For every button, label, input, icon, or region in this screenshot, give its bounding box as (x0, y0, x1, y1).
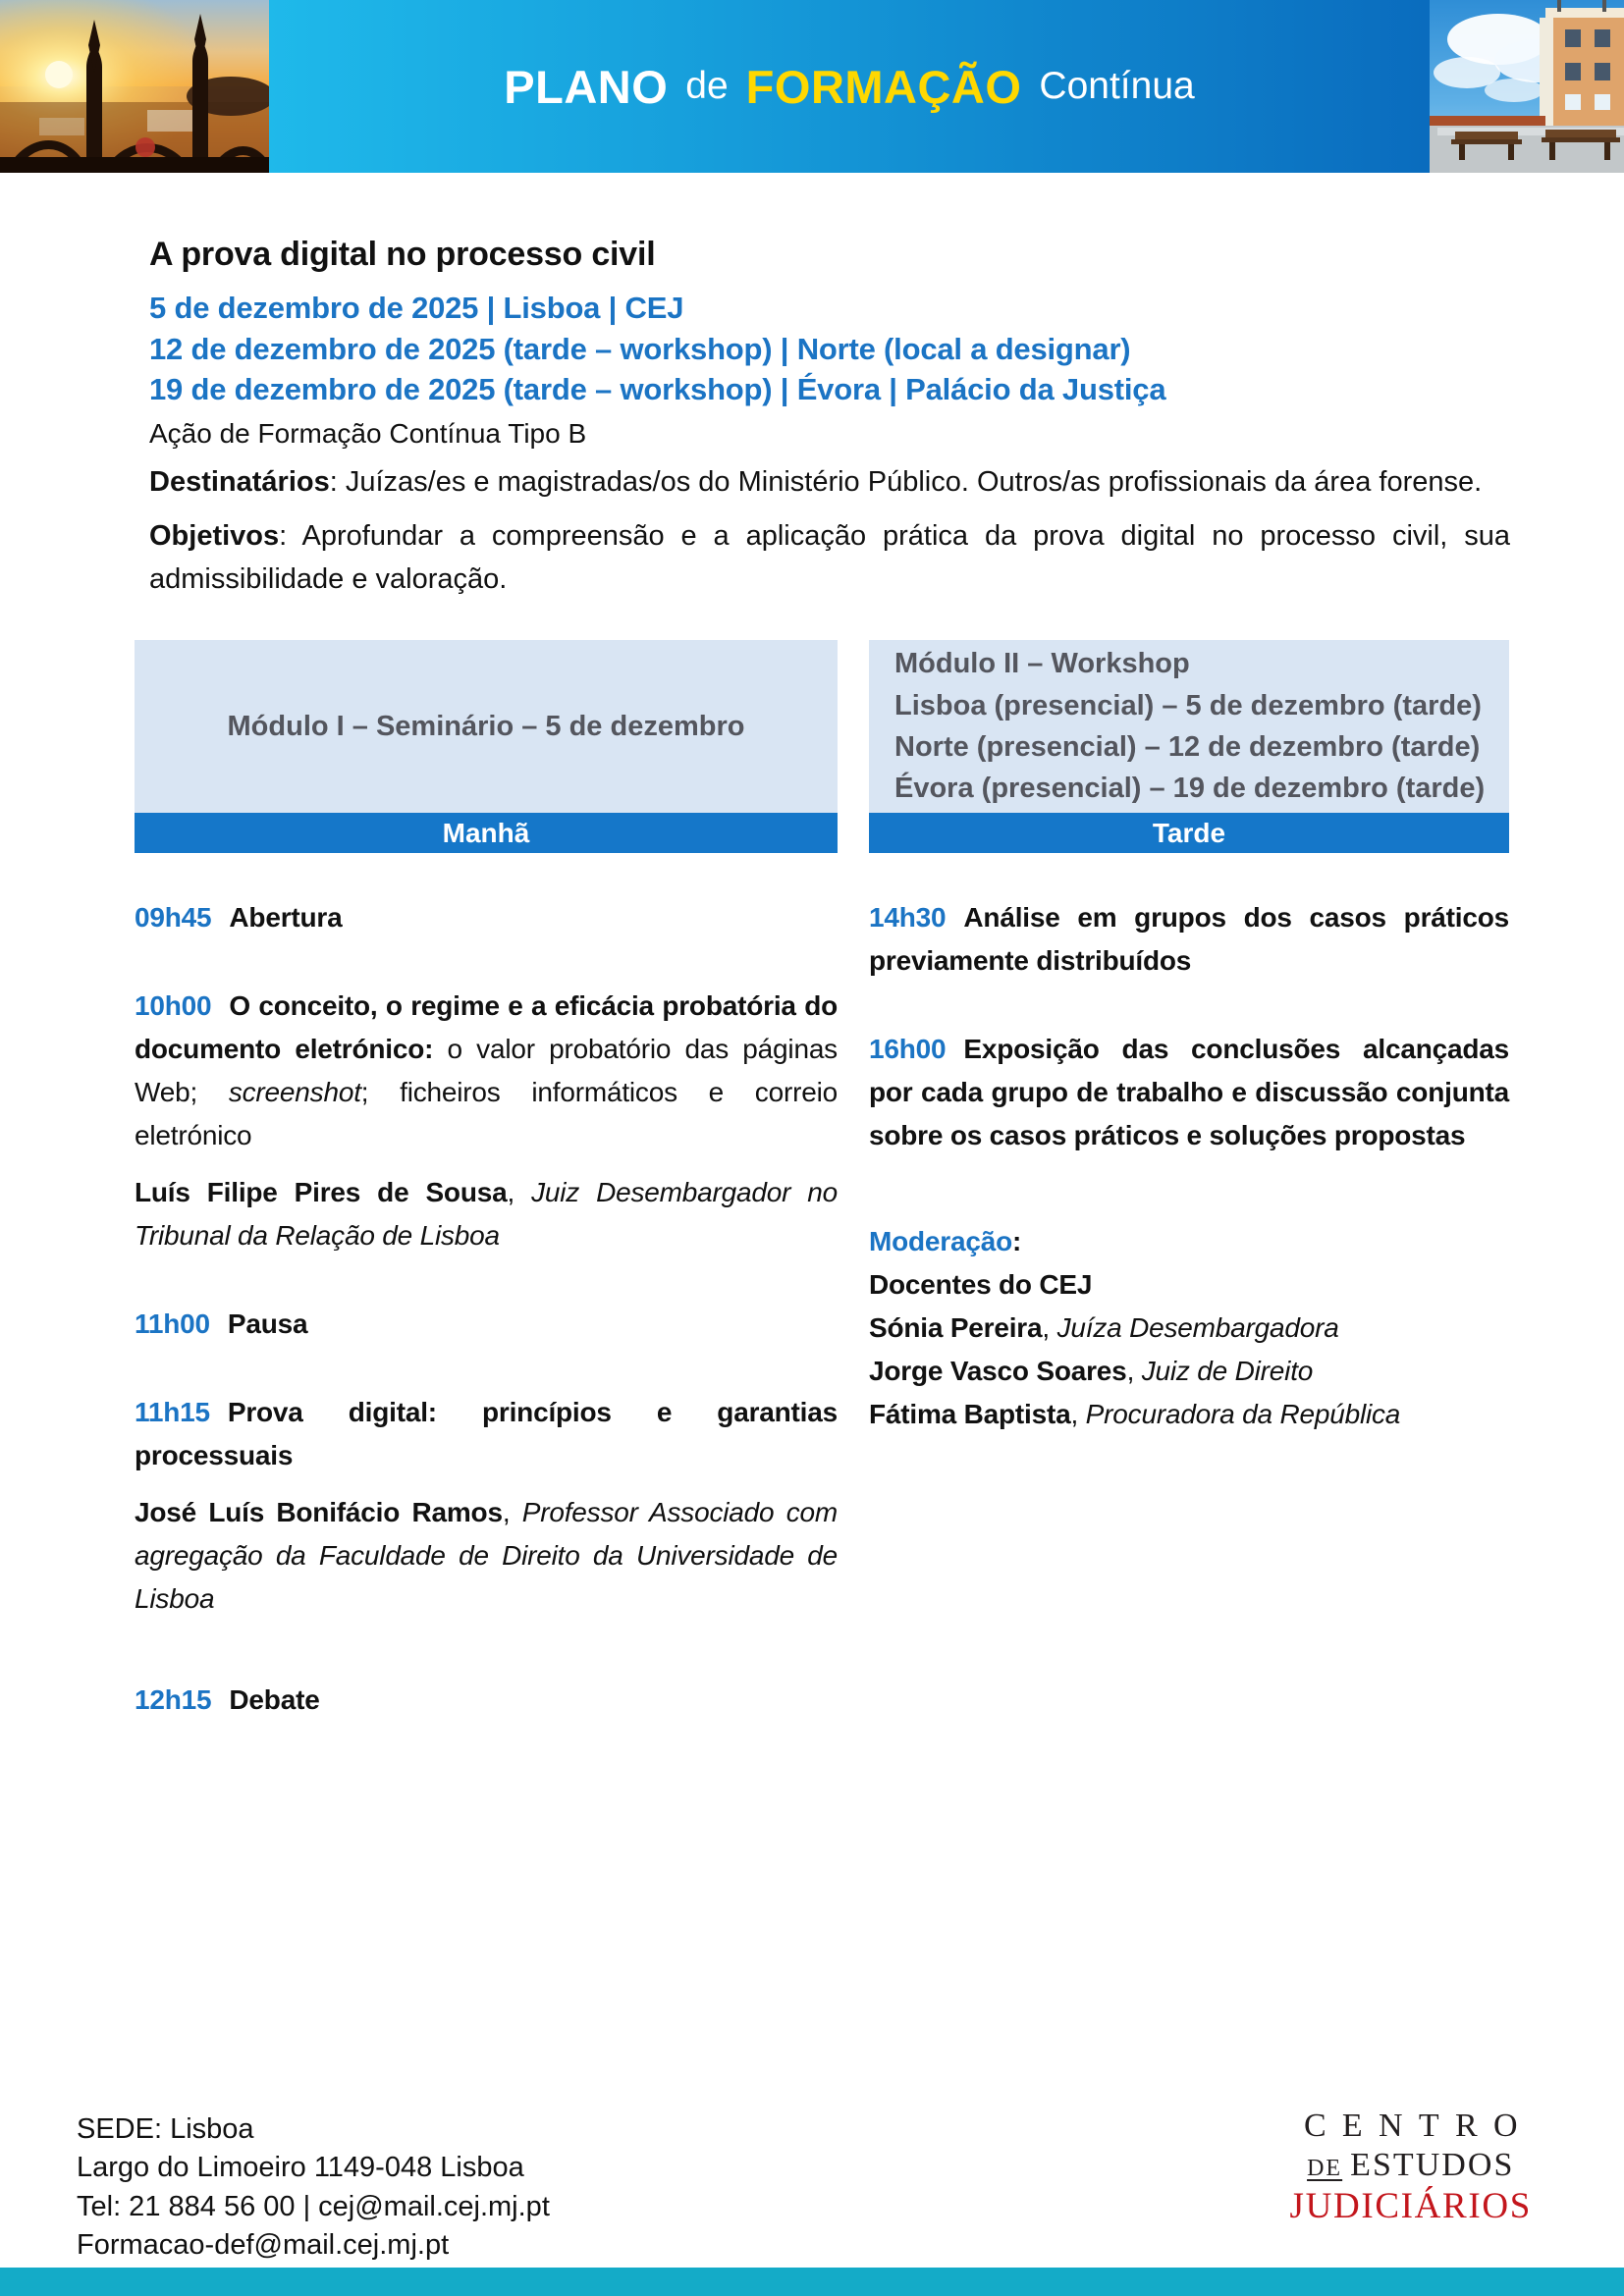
footer-formacao-email: Formacao-def@mail.cej.mj.pt (77, 2229, 450, 2262)
module2-column (869, 640, 1509, 1722)
moderator-fatima-baptista: Fátima Baptista, Procuradora da República (869, 1398, 1401, 1429)
sunset-city-photo (0, 0, 269, 173)
page-title: A prova digital no processo civil (149, 236, 656, 273)
cej-logo (1290, 2107, 1533, 2228)
schedule-item-1600: 16h00 Exposição das conclusões alcançadas por cada grupo de trabalho e discussão conjunta sobre os casos práticos e soluções propostas (869, 1034, 1509, 1150)
recipients-label: Destinatários (149, 465, 330, 498)
recipients-text: : Juízas/es e magistradas/os do Ministério Público. Outros/as profissionais da área forense. (329, 465, 1483, 498)
schedule-item-1215: 12h15 Debate (135, 1684, 320, 1716)
moderator-docentes: Docentes do CEJ (869, 1268, 1093, 1300)
module2-header-box (869, 640, 1509, 813)
cej-logo-estudos: ESTUDOS (1350, 2147, 1515, 2184)
moderation-heading: Moderação: (869, 1225, 1022, 1256)
footer-sede: SEDE: Lisboa (77, 2113, 254, 2145)
module2-header-line-1: Módulo II – Workshop (894, 648, 1190, 680)
header-banner (0, 0, 1624, 173)
schedule-item-1430: 14h30 Análise em grupos dos casos práticos previamente distribuídos (869, 902, 1509, 977)
time-1600: 16h00 (869, 1034, 947, 1064)
banner-word-formacao: FORMAÇÃO (745, 60, 1022, 113)
courthouse-photo (1430, 0, 1624, 173)
footer-tel-email: Tel: 21 884 56 00 | cej@mail.cej.mj.pt (77, 2190, 550, 2222)
time-1100: 11h00 (135, 1308, 210, 1339)
objectives-paragraph (149, 515, 1510, 601)
schedule-item-1115: 11h15 Prova digital: princípios e garantias processuais (135, 1396, 838, 1470)
schedule-item-1100: 11h00 Pausa (135, 1308, 308, 1339)
session-dates (149, 288, 1510, 410)
recipients-paragraph (149, 461, 1510, 505)
cej-logo-judiciarios: JUDICIÁRIOS (1289, 2186, 1532, 2227)
cej-logo-de-estudos (1290, 2146, 1533, 2185)
speaker-jose-luis: José Luís Bonifácio Ramos, Professor Associado com agregação da Faculdade de Direito da Universidade de Lisboa (135, 1496, 838, 1614)
banner-word-plano: PLANO (504, 60, 669, 113)
speaker-luis-filipe: Luís Filipe Pires de Sousa, Juiz Desembargador no Tribunal da Relação de Lisboa (135, 1176, 838, 1251)
time-0945: 09h45 (135, 902, 212, 934)
module2-header-line-3: Norte (presencial) – 12 de dezembro (tarde) (894, 731, 1481, 764)
banner-word-continua: Contínua (1039, 65, 1195, 107)
module1-session-bar: Manhã (135, 813, 838, 853)
moderator-sonia-pereira: Sónia Pereira, Juíza Desembargadora (869, 1311, 1339, 1343)
footer-address-block (77, 2110, 550, 2266)
objectives-text: : Aprofundar a compreensão e a aplicação prática da prova digital no processo civil, sua admissibilidade e valoração. (149, 520, 1510, 595)
schedule-item-1000: 10h00 O conceito, o regime e a eficácia probatória do documento eletrónico: o valor probatório das páginas Web; screenshot; ficheiros informáticos e correio eletrónico (135, 990, 838, 1150)
action-type-label: Ação de Formação Contínua Tipo B (149, 417, 587, 449)
module1-header-box: Módulo I – Seminário – 5 de dezembro (135, 640, 838, 813)
module2-header-line-4: Évora (presencial) – 19 de dezembro (tarde) (894, 773, 1486, 805)
footer-street: Largo do Limoeiro 1149-048 Lisboa (77, 2152, 524, 2184)
date-line-1: 5 de dezembro de 2025 | Lisboa | CEJ (149, 291, 684, 325)
date-line-3: 19 de dezembro de 2025 (tarde – workshop) | Évora | Palácio da Justiça (149, 372, 1166, 407)
moderator-jorge-vasco-soares: Jorge Vasco Soares, Juiz de Direito (869, 1355, 1314, 1386)
schedule-item-0945: 09h45 Abertura (135, 902, 343, 934)
time-1000: 10h00 (135, 990, 212, 1022)
time-1115: 11h15 (135, 1396, 210, 1427)
cej-logo-centro: CENTRO (1303, 2108, 1534, 2144)
time-1215: 12h15 (135, 1684, 212, 1716)
banner-word-de: de (685, 65, 729, 107)
bottom-teal-bar (0, 2268, 1624, 2296)
time-1430: 14h30 (869, 902, 947, 934)
banner-title (269, 0, 1430, 173)
cej-logo-de: DE (1307, 2156, 1343, 2182)
objectives-label: Objetivos (149, 520, 280, 553)
module2-session-bar: Tarde (869, 813, 1509, 853)
module1-column (135, 640, 838, 1722)
date-line-2: 12 de dezembro de 2025 (tarde – workshop) | Norte (local a designar) (149, 331, 1131, 366)
module2-header-line-2: Lisboa (presencial) – 5 de dezembro (tarde) (894, 689, 1482, 721)
intro-section (0, 173, 1624, 601)
modules-grid (135, 640, 1509, 1722)
